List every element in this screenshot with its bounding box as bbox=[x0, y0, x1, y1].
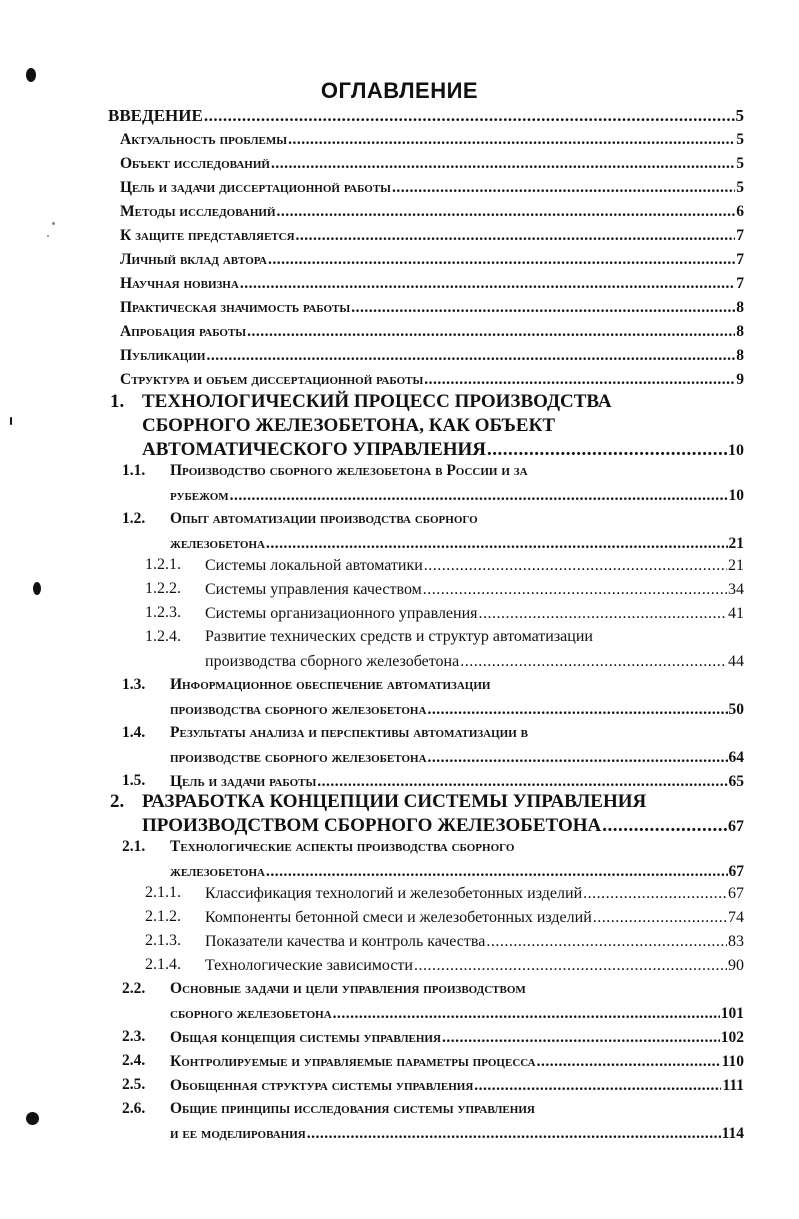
dot-leader bbox=[486, 932, 727, 952]
toc-entry-page: 64 bbox=[728, 749, 744, 766]
toc-entry-label: Системы локальной автоматики bbox=[205, 557, 423, 574]
toc-entry-page: 21 bbox=[728, 535, 744, 552]
section-number: 1.1. bbox=[122, 462, 146, 479]
toc-entry-page: 90 bbox=[728, 957, 744, 974]
toc-entry[interactable] bbox=[170, 772, 744, 792]
toc-entry-label: сборного железобетона bbox=[170, 1005, 332, 1022]
toc-entry-label: Практическая значимость работы bbox=[120, 299, 351, 316]
dot-leader bbox=[317, 772, 727, 792]
section-number: 1.5. bbox=[122, 772, 146, 789]
toc-entry-page: 110 bbox=[721, 1053, 744, 1070]
dot-leader bbox=[428, 748, 728, 768]
scan-speck bbox=[52, 222, 55, 225]
toc-entry[interactable] bbox=[205, 932, 744, 952]
toc-entry[interactable] bbox=[120, 298, 744, 318]
toc-entry-label: Структура и объем диссертационной работы bbox=[120, 371, 424, 388]
chapter-number: 2. bbox=[110, 791, 125, 812]
toc-entry-page: 67 bbox=[728, 818, 744, 835]
dot-leader bbox=[271, 154, 735, 174]
toc-entry-label: Цель и задачи работы bbox=[170, 773, 317, 790]
dot-leader bbox=[423, 580, 727, 600]
toc-entry-page: 34 bbox=[728, 581, 744, 598]
dot-leader bbox=[593, 908, 727, 928]
toc-entry-label: АВТОМАТИЧЕСКОГО УПРАВЛЕНИЯ bbox=[142, 439, 487, 460]
toc-entry-label: К защите представляется bbox=[120, 227, 295, 244]
toc-entry-page: 8 bbox=[736, 323, 744, 340]
dot-leader bbox=[460, 652, 727, 672]
toc-entry-page: 8 bbox=[736, 347, 744, 364]
dot-leader bbox=[537, 1052, 721, 1072]
toc-entry-page: 10 bbox=[728, 442, 744, 459]
section-number: 2.5. bbox=[122, 1076, 146, 1093]
subsection-number: 2.1.3. bbox=[145, 932, 181, 949]
subsection-number: 1.2.2. bbox=[145, 580, 181, 597]
toc-entry[interactable] bbox=[205, 884, 744, 904]
toc-entry-intro[interactable] bbox=[108, 106, 744, 126]
toc-entry[interactable] bbox=[170, 486, 744, 506]
dot-leader bbox=[442, 1028, 720, 1048]
section-title-line[interactable]: Опыт автоматизации производства сборного bbox=[170, 510, 478, 527]
toc-entry-page: 50 bbox=[728, 701, 744, 718]
section-number: 2.1. bbox=[122, 838, 146, 855]
dot-leader bbox=[266, 862, 728, 882]
subsection-number: 1.2.3. bbox=[145, 604, 181, 621]
dot-leader bbox=[206, 346, 735, 366]
section-number: 1.4. bbox=[122, 724, 146, 741]
toc-entry-label: Цель и задачи диссертационной работы bbox=[120, 179, 391, 196]
toc-entry[interactable] bbox=[120, 370, 744, 390]
toc-entry[interactable] bbox=[120, 154, 744, 174]
dot-leader bbox=[479, 604, 727, 624]
section-title-line[interactable]: Технологические аспекты производства сборного bbox=[170, 838, 515, 855]
toc-entry[interactable] bbox=[170, 1004, 744, 1024]
scan-speck bbox=[33, 582, 41, 595]
toc-entry-page: 111 bbox=[722, 1077, 744, 1094]
dot-leader bbox=[392, 178, 735, 198]
subsection-title-line[interactable]: Развитие технических средств и структур автоматизации bbox=[205, 628, 593, 645]
dot-leader bbox=[288, 130, 735, 150]
toc-entry[interactable] bbox=[205, 604, 744, 624]
toc-entry[interactable] bbox=[170, 534, 744, 554]
toc-entry-label: производства сборного железобетона bbox=[205, 653, 460, 670]
section-title-line[interactable]: Общие принципы исследования системы управления bbox=[170, 1100, 535, 1117]
subsection-number: 2.1.1. bbox=[145, 884, 181, 901]
dot-leader bbox=[204, 106, 735, 126]
toc-entry-page: 65 bbox=[728, 773, 744, 790]
toc-entry-page: 7 bbox=[736, 251, 744, 268]
dot-leader bbox=[424, 370, 735, 390]
toc-entry[interactable] bbox=[205, 908, 744, 928]
section-title-line[interactable]: Результаты анализа и перспективы автоматизации в bbox=[170, 724, 528, 741]
toc-entry-page: 5 bbox=[736, 131, 744, 148]
toc-entry[interactable] bbox=[170, 1124, 744, 1144]
subsection-number: 2.1.4. bbox=[145, 956, 181, 973]
toc-entry-page: 83 bbox=[728, 933, 744, 950]
dot-leader bbox=[247, 322, 735, 342]
toc-entry-page: 21 bbox=[728, 557, 744, 574]
chapter-title-line[interactable]: СБОРНОГО ЖЕЛЕЗОБЕТОНА, КАК ОБЪЕКТ bbox=[142, 415, 556, 436]
toc-entry[interactable] bbox=[120, 202, 744, 222]
dot-leader bbox=[424, 556, 727, 576]
toc-entry[interactable] bbox=[170, 1076, 744, 1096]
toc-entry[interactable] bbox=[120, 226, 744, 246]
toc-entry[interactable] bbox=[205, 652, 744, 672]
toc-entry-label: Научная новизна bbox=[120, 275, 239, 292]
toc-entry-page: 5 bbox=[736, 155, 744, 172]
toc-entry[interactable] bbox=[205, 580, 744, 600]
dot-leader bbox=[351, 298, 735, 318]
dot-leader bbox=[277, 202, 736, 222]
toc-entry-label: Обобщенная структура системы управления bbox=[170, 1077, 474, 1094]
toc-entry[interactable] bbox=[170, 1028, 744, 1048]
toc-entry[interactable] bbox=[120, 346, 744, 366]
toc-entry-label: производстве сборного железобетона bbox=[170, 749, 427, 766]
toc-entry-page: 7 bbox=[736, 275, 744, 292]
toc-entry-page: 67 bbox=[728, 863, 744, 880]
toc-entry-label: Контролируемые и управляемые параметры процесса bbox=[170, 1053, 536, 1070]
toc-entry-label: производства сборного железобетона bbox=[170, 701, 427, 718]
section-number: 2.6. bbox=[122, 1100, 146, 1117]
subsection-number: 2.1.2. bbox=[145, 908, 181, 925]
section-number: 1.2. bbox=[122, 510, 146, 527]
dot-leader bbox=[307, 1124, 721, 1144]
dot-leader bbox=[487, 438, 727, 462]
subsection-number: 1.2.4. bbox=[145, 628, 181, 645]
dot-leader bbox=[230, 486, 728, 506]
toc-entry-page: 5 bbox=[736, 179, 744, 196]
page-title: ОГЛАВЛЕНИЕ bbox=[320, 78, 479, 103]
toc-entry-label: и ее моделирования bbox=[170, 1125, 306, 1142]
toc-entry-label: Классификация технологий и железобетонных изделий bbox=[205, 885, 583, 902]
dot-leader bbox=[427, 700, 727, 720]
dot-leader bbox=[583, 884, 727, 904]
toc-entry[interactable] bbox=[120, 250, 744, 270]
toc-entry-chapter-1[interactable] bbox=[142, 438, 744, 463]
toc-entry-label: ВВЕДЕНИЕ bbox=[108, 106, 203, 125]
toc-entry-label: Апробация работы bbox=[120, 323, 247, 340]
section-number: 2.3. bbox=[122, 1028, 146, 1045]
toc-entry-label: Личный вклад автора bbox=[120, 251, 268, 268]
toc-entry-label: Технологические зависимости bbox=[205, 957, 413, 974]
dot-leader bbox=[296, 226, 736, 246]
scan-speck bbox=[26, 1112, 39, 1125]
toc-entry-label: Публикации bbox=[120, 347, 206, 364]
toc-entry-label: ПРОИЗВОДСТВОМ СБОРНОГО ЖЕЛЕЗОБЕТОНА bbox=[142, 815, 602, 836]
dot-leader bbox=[414, 956, 727, 976]
chapter-number: 1. bbox=[110, 391, 125, 412]
toc-entry[interactable] bbox=[120, 178, 744, 198]
toc-entry[interactable] bbox=[170, 862, 744, 882]
toc-entry-page: 41 bbox=[728, 605, 744, 622]
scan-speck bbox=[47, 235, 49, 237]
toc-entry-label: Системы управления качеством bbox=[205, 581, 422, 598]
toc-entry-page: 74 bbox=[728, 909, 744, 926]
toc-entry-label: Показатели качества и контроль качества bbox=[205, 933, 486, 950]
section-number: 1.3. bbox=[122, 676, 146, 693]
chapter-title-line[interactable]: ТЕХНОЛОГИЧЕСКИЙ ПРОЦЕСС ПРОИЗВОДСТВА bbox=[142, 391, 612, 412]
dot-leader bbox=[474, 1076, 721, 1096]
toc-entry-label: Методы исследований bbox=[120, 203, 276, 220]
subsection-number: 1.2.1. bbox=[145, 556, 181, 573]
toc-entry-label: Объект исследований bbox=[120, 155, 270, 172]
chapter-title-line[interactable]: РАЗРАБОТКА КОНЦЕПЦИИ СИСТЕМЫ УПРАВЛЕНИЯ bbox=[142, 791, 647, 812]
toc-entry[interactable] bbox=[120, 322, 744, 342]
toc-entry-page: 8 bbox=[736, 299, 744, 316]
dot-leader bbox=[268, 250, 735, 270]
dot-leader bbox=[240, 274, 735, 294]
toc-entry-label: Общая концепция системы управления bbox=[170, 1029, 441, 1046]
toc-entry-page: 44 bbox=[728, 653, 744, 670]
toc-entry[interactable] bbox=[170, 1052, 744, 1072]
section-title-line[interactable]: Информационное обеспечение автоматизации bbox=[170, 676, 491, 693]
dot-leader bbox=[266, 534, 728, 554]
toc-entry-page: 67 bbox=[728, 885, 744, 902]
toc-entry-page: 114 bbox=[721, 1125, 744, 1142]
toc-entry-label: Компоненты бетонной смеси и железобетонных изделий bbox=[205, 909, 592, 926]
toc-entry-page: 101 bbox=[720, 1005, 744, 1022]
toc-entry[interactable] bbox=[205, 956, 744, 976]
toc-entry-page: 10 bbox=[728, 487, 744, 504]
toc-entry-chapter-2[interactable] bbox=[142, 814, 744, 839]
toc-entry-label: Актуальность проблемы bbox=[120, 131, 288, 148]
toc-entry[interactable] bbox=[120, 274, 744, 294]
toc-entry-page: 7 bbox=[736, 227, 744, 244]
toc-entry-page: 6 bbox=[736, 203, 744, 220]
toc-entry[interactable] bbox=[170, 748, 744, 768]
dot-leader bbox=[602, 814, 727, 838]
toc-entry-label: Системы организационного управления bbox=[205, 605, 478, 622]
scan-speck bbox=[26, 68, 36, 82]
scan-speck bbox=[10, 417, 12, 425]
toc-entry-page: 9 bbox=[736, 371, 744, 388]
toc-entry[interactable] bbox=[205, 556, 744, 576]
section-title-line[interactable]: Основные задачи и цели управления производством bbox=[170, 980, 526, 997]
section-number: 2.2. bbox=[122, 980, 146, 997]
toc-entry-label: железобетона bbox=[170, 535, 265, 552]
toc-entry-page: 5 bbox=[735, 106, 744, 125]
toc-entry-label: железобетона bbox=[170, 863, 265, 880]
toc-entry[interactable] bbox=[170, 700, 744, 720]
toc-entry-page: 102 bbox=[720, 1029, 744, 1046]
section-number: 2.4. bbox=[122, 1052, 146, 1069]
toc-entry[interactable] bbox=[120, 130, 744, 150]
toc-entry-label: рубежом bbox=[170, 487, 229, 504]
dot-leader bbox=[333, 1004, 720, 1024]
section-title-line[interactable]: Производство сборного железобетона в России и за bbox=[170, 462, 528, 479]
